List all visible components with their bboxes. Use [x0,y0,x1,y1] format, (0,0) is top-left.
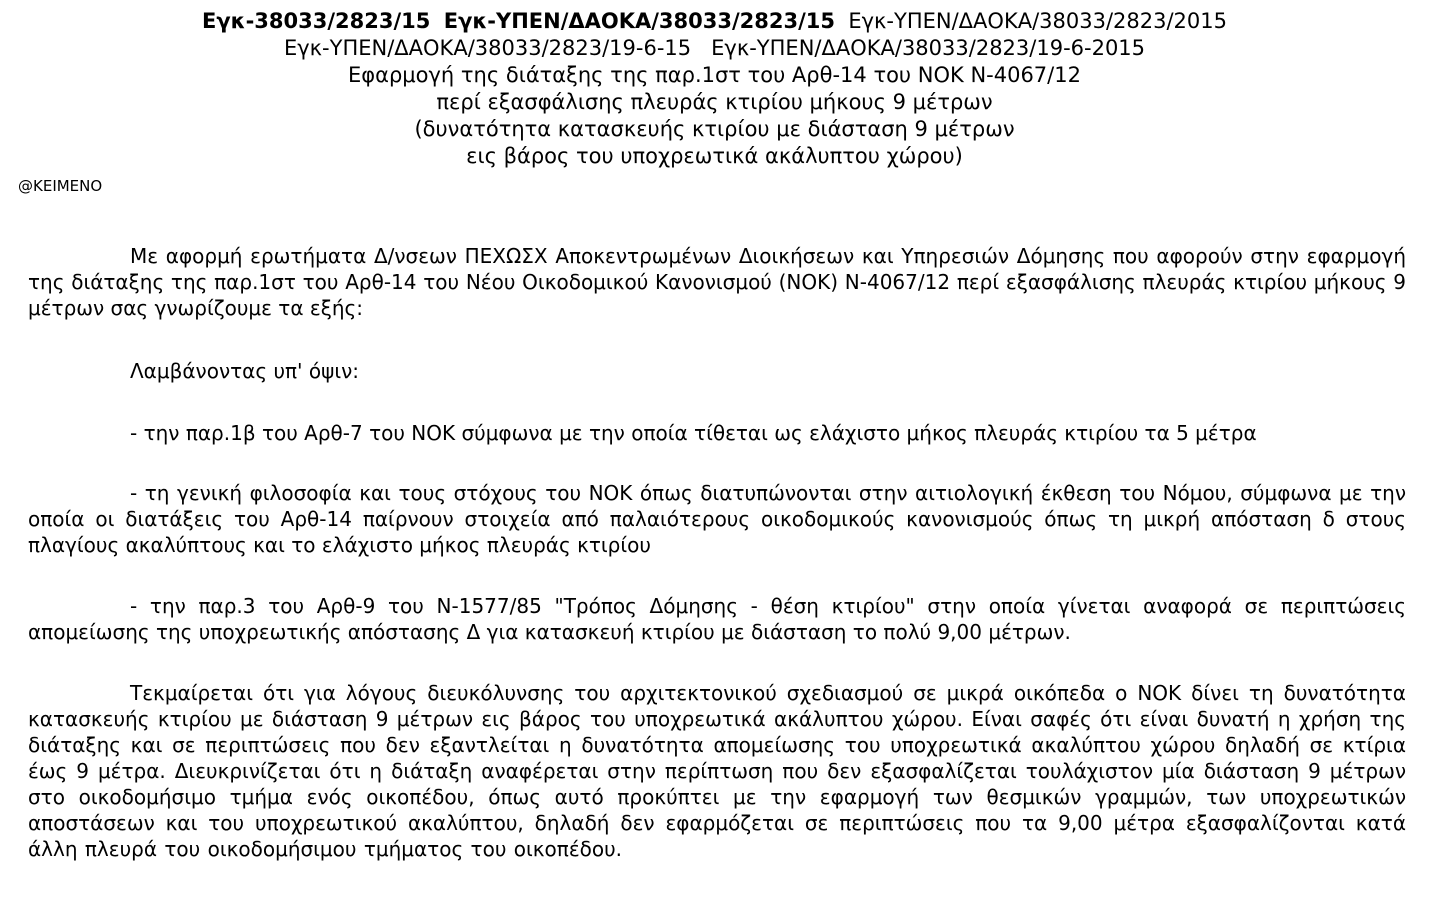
header-line-2 [0,35,1429,62]
conclusion-block [28,680,1406,862]
text-tag: @ΚΕΙΜΕΝΟ [18,177,103,195]
reference-code: Εγκ-ΥΠΕΝ/ΔΑΟΚΑ/38033/2823/15 [443,9,835,33]
bullet-paragraph: - την παρ.3 του Αρθ-9 του Ν-1577/85 "Τρόπος Δόμησης - θέση κτιρίου" στην οποία γίνεται αναφορά σε περιπτώσεις απομείωσης της υποχρεωτικής απόστασης Δ για κατασκευή κτιρίου με διάσταση το πολύ 9,00 μέτρων. [28,594,1406,644]
bullet-paragraph: - τη γενική φιλοσοφία και τους στόχους του ΝΟΚ όπως διατυπώνονται στην αιτιολογική έκθεση του Νόμου, σύμφωνα με την οποία οι διατάξεις του Αρθ-14 παίρνουν στοιχεία από παλαιότερους οικοδομικούς κανονισμούς όπως τη μικρή απόσταση δ στους πλαγίους ακαλύπτους και το ελάχιστο μήκος πλευράς κτιρίου [28,481,1406,557]
header-line-1 [0,8,1429,35]
considering-block [28,358,1406,384]
reference-code: Εγκ-ΥΠΕΝ/ΔΑΟΚΑ/38033/2823/19-6-15 [283,36,692,60]
subject-line: Εφαρμογή της διάταξης της παρ.1στ του Αρθ-14 του ΝΟΚ Ν-4067/12 [348,63,1081,87]
intro-paragraph-block [28,243,1406,321]
considering-paragraph: Λαμβάνοντας υπ' όψιν: [130,359,360,383]
subject-line: περί εξασφάλισης πλευράς κτιρίου μήκους 9 μέτρων [436,90,993,114]
reference-code: Εγκ-38033/2823/15 [202,9,431,33]
conclusion-paragraph: Τεκμαίρεται ότι για λόγους διευκόλυνσης του αρχιτεκτονικού σχεδιασμού σε μικρά οικόπεδα ο ΝΟΚ δίνει τη δυνατότητα κατασκευής κτιρίου με διάσταση 9 μέτρων εις βάρος του υποχρεωτικά ακάλυπτου χώρου. Είναι σαφές ότι είναι δυνατή η χρήση της διάταξης και σε περιπτώσεις που δεν εξαντλείται η δυνατότητα απομείωσης του υποχρεωτικά ακαλύπτου χώρου δηλαδή σε κτίρια έως 9 μέτρα. Διευκρινίζεται ότι η διάταξη αναφέρεται στην περίπτωση που δεν εξασφαλίζεται τουλάχιστον μία διάσταση 9 μέτρων στο οικοδομήσιμο τμήμα ενός οικοπέδου, όπως αυτό προκύπτει με την εφαρμογή των θεσμικών γραμμών, των υποχρεωτικών αποστάσεων και του υποχρεωτικού ακαλύπτου, δηλαδή δεν εφαρμόζεται σε περιπτώσεις που τα 9,00 μέτρα εξασφαλίζονται κατά άλλη πλευρά του οικοδομήσιμου τμήματος του οικοπέδου. [28,681,1406,861]
reference-code: Εγκ-ΥΠΕΝ/ΔΑΟΚΑ/38033/2823/19-6-2015 [711,36,1146,60]
intro-paragraph: Με αφορμή ερωτήματα Δ/νσεων ΠΕΧΩΣΧ Αποκεντρωμένων Διοικήσεων και Υπηρεσιών Δόμησης που αφορούν στην εφαρμογή της διάταξης της παρ.1στ του Αρθ-14 του Νέου Οικοδομικού Κανονισμού (ΝΟΚ) Ν-4067/12 περί εξασφάλισης πλευράς κτιρίου μήκους 9 μέτρων σας γνωρίζουμε τα εξής: [28,244,1406,320]
subject-line: (δυνατότητα κατασκευής κτιρίου με διάσταση 9 μέτρων [414,117,1015,141]
subject-line: εις βάρος του υποχρεωτικά ακάλυπτου χώρου) [466,144,963,168]
bullet-block-2 [28,480,1406,558]
document-header [0,8,1429,170]
bullet-block-3 [28,593,1406,645]
reference-code: Εγκ-ΥΠΕΝ/ΔΑΟΚΑ/38033/2823/2015 [848,9,1227,33]
bullet-paragraph: - την παρ.1β του Αρθ-7 του ΝΟΚ σύμφωνα με την οποία τίθεται ως ελάχιστο μήκος πλευράς κτιρίου τα 5 μέτρα [130,421,1257,445]
bullet-block-1 [28,420,1406,446]
